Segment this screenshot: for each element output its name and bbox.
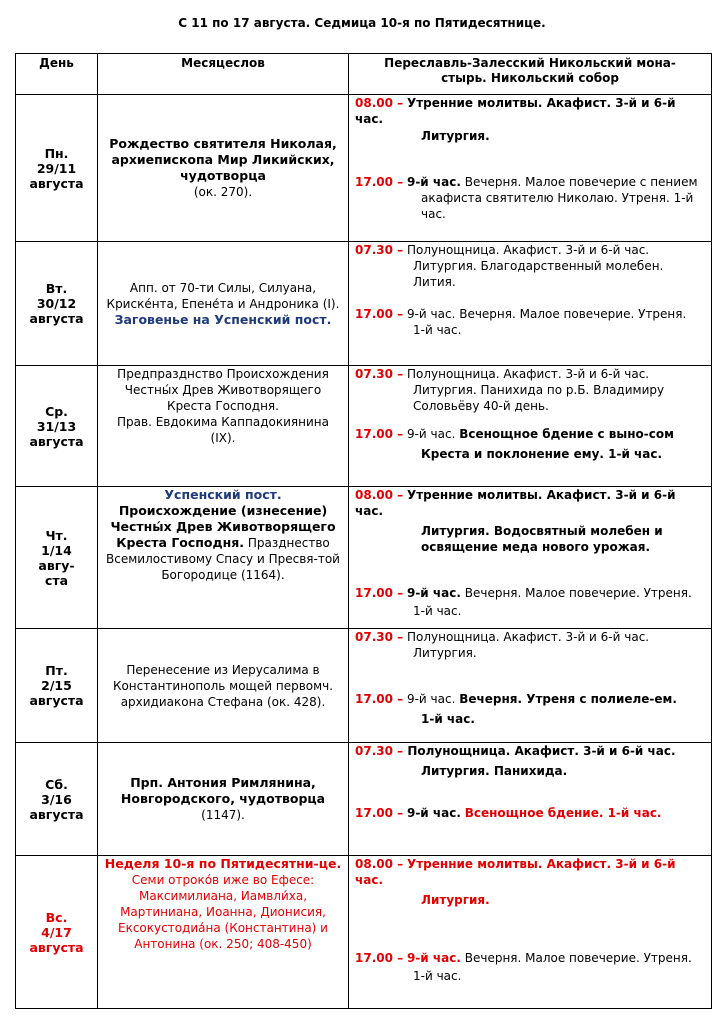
feast-note: (ок. 270). (193, 185, 253, 199)
day-month: августа (29, 806, 84, 822)
service-cont: 1-й час. (421, 712, 475, 726)
service-bold: 9-й час. (406, 951, 461, 965)
service-text: Полунощница. Акафист. 3-й и 6-й час. (406, 243, 650, 257)
feast-title: Рождество святителя Николая, архиепископа Мир Ликийских, чудотворца (109, 136, 337, 183)
header-day: День (16, 54, 98, 95)
feast-note-2: Прав. Евдокима Каппадокиянина (IX). (117, 415, 329, 445)
table-header-row (16, 54, 712, 95)
day-date: 30/12 (36, 296, 77, 311)
header-place-text: Переславль-Залесский Никольский мона-стырь. Никольский собор (384, 56, 676, 85)
table-row (16, 743, 712, 856)
service-cont: Литургия. Панихида по р.Б. Владимиру Соловьёву 40-й день. (413, 383, 665, 413)
feast-title: Прп. Антония Римлянина, Новгородского, чудотворца (120, 775, 326, 806)
day-cell (16, 629, 98, 743)
service-bold: 9-й час. (406, 806, 461, 820)
service-text: 9-й час. (406, 427, 456, 441)
day-date: 31/13 (36, 418, 77, 434)
service-text: 9-й час. Вечерня. Малое повечерие. Утреня. (406, 307, 687, 321)
service-time: 07.30 – (355, 630, 404, 644)
day-month: августа (29, 939, 84, 955)
day-month: августа (29, 433, 84, 449)
day-date: 2/15 (41, 678, 72, 693)
day-name: Вс. (45, 909, 68, 925)
day-date: 3/16 (41, 791, 72, 807)
day-date: 1/14 (41, 542, 72, 558)
feast-note: Празднество Всемилостивому Спасу и Пресвя-той Богородице (1164). (106, 536, 340, 582)
table-row (16, 487, 712, 629)
service-cont: 1-й час. (413, 969, 462, 983)
service-bold: Вечерня. Утреня с полиеле-ем. (459, 692, 677, 706)
day-month: августа (29, 311, 84, 326)
schedule-table (15, 53, 712, 1009)
day-month-2: ста (44, 572, 69, 588)
feast-title: Неделя 10-я по Пятидесятни-це. (104, 856, 342, 871)
day-name: Сб. (45, 776, 68, 792)
service-cont: 1-й час. (413, 604, 462, 618)
day-cell (16, 95, 98, 242)
day-cell (16, 487, 98, 629)
service-text: Полунощница. Акафист. 3-й и 6-й час. (406, 367, 650, 381)
mesyatseslov-cell (98, 743, 349, 856)
service-text: Вечерня. Малое повечерие с пением (464, 175, 698, 189)
services-cell (349, 856, 712, 1009)
service-time: 07.30 – (355, 243, 404, 257)
feast-title: Происхождение (изнесение) Честны́х Древ Животворящего Креста Господня. (110, 503, 336, 550)
day-name: Чт. (45, 527, 68, 543)
services-cell (349, 487, 712, 629)
service-time: 08.00 – (355, 96, 404, 110)
mesyatseslov-cell (98, 366, 349, 487)
service-time: 17.00 – (355, 951, 404, 965)
services-cell (349, 629, 712, 743)
service-time: 17.00 – (355, 307, 404, 321)
service-text: Вечерня. Малое повечерие. Утреня. (464, 951, 692, 965)
service-bold: 9-й час. (406, 586, 461, 600)
day-cell (16, 242, 98, 366)
feast-note: Перенесение из Иерусалима в Константинополь мощей первомч. архидиакона Стефана (ок. 428). (112, 662, 334, 709)
service-time: 17.00 – (355, 806, 404, 820)
table-row (16, 856, 712, 1009)
table-row (16, 242, 712, 366)
header-place (349, 54, 712, 95)
service-text: Полунощница. Акафист. 3-й и 6-й час. (406, 630, 650, 644)
feast-note: (1147). (201, 808, 245, 822)
fast-note: Успенский пост. (164, 487, 282, 502)
day-month: августа (29, 693, 84, 708)
feast-note: Предпразднство Происхождения Честны́х Древ Животворящего Креста Господня. (117, 367, 329, 413)
feast-note: Апп. от 70-ти Силы, Силуана, Криске́нта, Епене́та и Андроника (I). (106, 280, 340, 311)
day-cell (16, 743, 98, 856)
service-time: 17.00 – (355, 175, 404, 189)
service-cont: Литургия. (413, 646, 477, 660)
service-text: Утренние молитвы. Акафист. 3-й и 6-й час. (355, 488, 676, 518)
day-cell (16, 366, 98, 487)
services-cell (349, 95, 712, 242)
page-title: С 11 по 17 августа. Седмица 10-я по Пятидесятнице. (178, 16, 546, 30)
service-text: Утренние молитвы. Акафист. 3-й и 6-й час. (355, 96, 676, 126)
day-month: авгу- (38, 557, 75, 573)
fast-note: Заговенье на Успенский пост. (114, 311, 332, 327)
mesyatseslov-cell (98, 629, 349, 743)
service-text: Полунощница. Акафист. 3-й и 6-й час. (407, 744, 676, 758)
service-bold: 9-й час. (406, 175, 461, 189)
service-red: Всенощное бдение. 1-й час. (464, 806, 662, 820)
mesyatseslov-cell (98, 95, 349, 242)
service-cont: Литургия. Водосвятный молебен и освящение меда нового урожая. (421, 524, 663, 554)
services-cell (349, 242, 712, 366)
services-cell (349, 743, 712, 856)
day-name: Пт. (45, 663, 68, 678)
mesyatseslov-cell (98, 242, 349, 366)
table-row (16, 629, 712, 743)
service-time: 07.30 – (355, 367, 404, 381)
day-month: августа (29, 175, 84, 191)
service-cont: Литургия. Благодарственный молебен. Лития. (413, 259, 664, 289)
day-name: Ср. (45, 403, 68, 419)
service-text: Вечерня. Малое повечерие. Утреня. (464, 586, 692, 600)
service-time: 17.00 – (355, 427, 404, 441)
service-time: 17.00 – (355, 692, 404, 706)
service-bold: Всенощное бдение с выно-сом (459, 427, 674, 441)
feast-note: Семи отроко́в иже во Ефесе: Максимилиана, Иамвли́ха, Мартиниана, Иоанна, Дионисия, Ексокустодиа́на (Константина) и Антонина (ок. 250; 408-450) (118, 873, 328, 951)
service-cont: 1-й час. (413, 323, 462, 337)
service-time: 08.00 – (355, 857, 404, 871)
day-cell (16, 856, 98, 1009)
mesyatseslov-cell (98, 487, 349, 629)
service-time: 08.00 – (355, 488, 404, 502)
service-time: 07.30 – (355, 744, 404, 758)
table-row (16, 366, 712, 487)
service-cont: Литургия. (421, 129, 490, 143)
service-cont: акафиста святителю Николаю. Утреня. 1-й час. (421, 191, 694, 221)
service-time: 17.00 – (355, 586, 404, 600)
mesyatseslov-cell (98, 856, 349, 1009)
service-red: Утренние молитвы. Акафист. 3-й и 6-й час. (355, 857, 676, 887)
day-name: Вт. (45, 281, 68, 296)
day-name: Пн. (44, 145, 69, 161)
service-text: 9-й час. (406, 692, 456, 706)
services-cell (349, 366, 712, 487)
service-cont: Креста и поклонение ему. 1-й час. (421, 447, 663, 461)
day-date: 4/17 (41, 924, 72, 940)
service-cont: Литургия. (421, 893, 490, 907)
header-mesyatseslov: Месяцеслов (98, 54, 349, 95)
day-date: 29/11 (36, 160, 77, 176)
service-cont: Литургия. Панихида. (421, 764, 568, 778)
table-row (16, 95, 712, 242)
